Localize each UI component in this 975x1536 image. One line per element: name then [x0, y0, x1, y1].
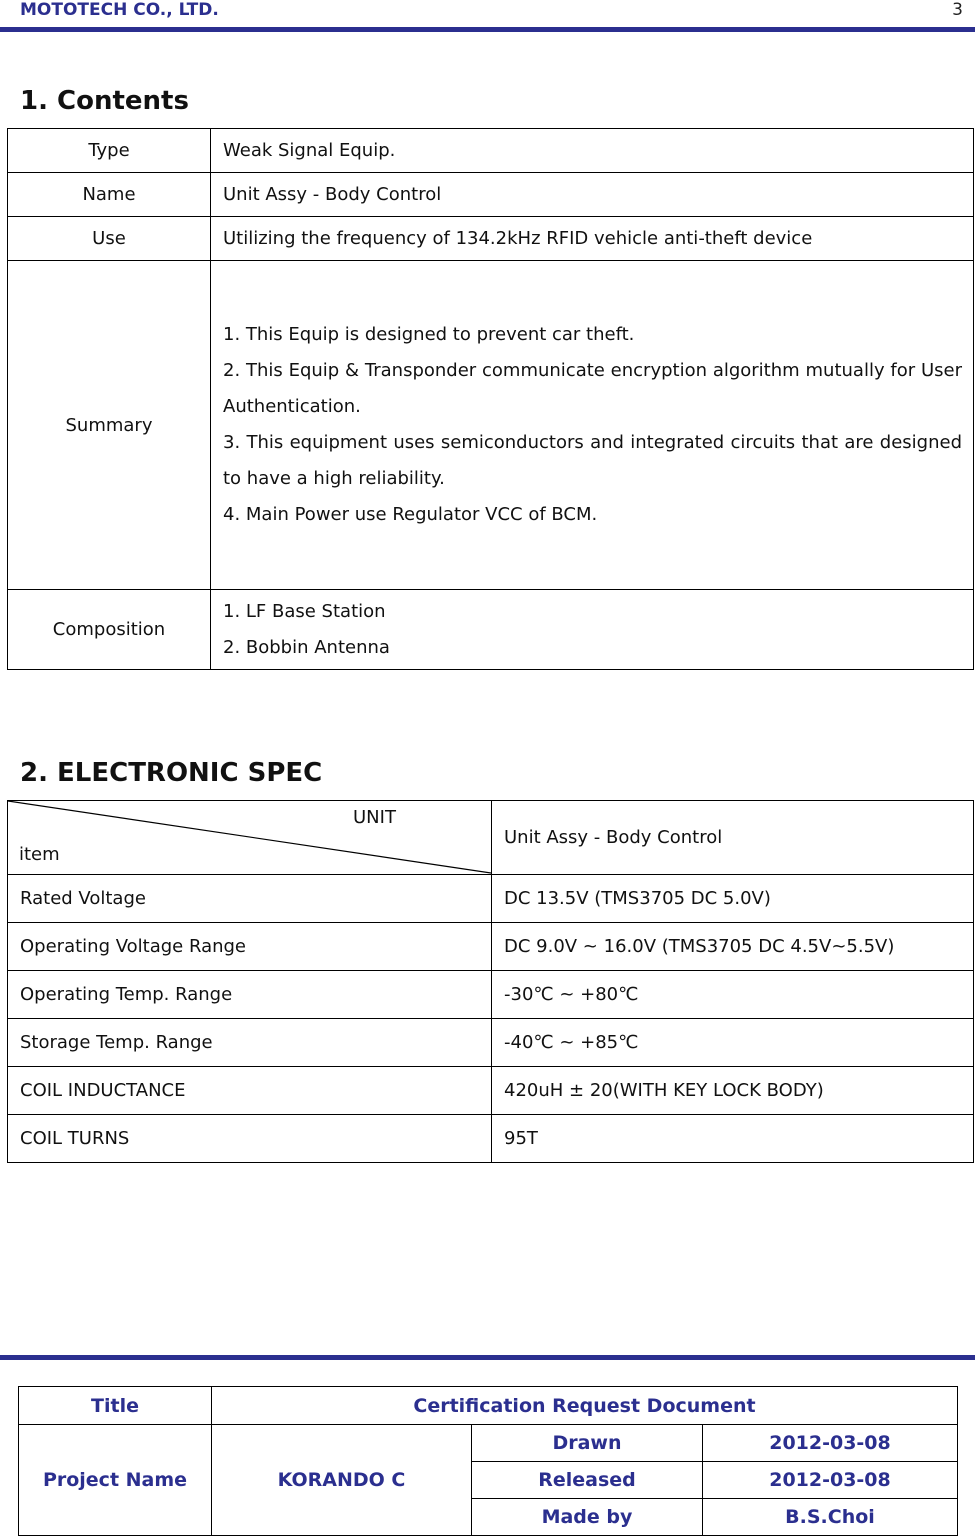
table-row: [8, 923, 974, 971]
section-title-contents: 1. Contents: [20, 86, 189, 116]
spec-value: DC 9.0V ~ 16.0V (TMS3705 DC 4.5V~5.5V): [492, 923, 974, 971]
row-value-name: Unit Assy - Body Control: [211, 173, 974, 217]
header-divider: [0, 27, 975, 32]
table-row: [8, 801, 974, 875]
table-row: [8, 1115, 974, 1163]
spec-item: Rated Voltage: [8, 875, 492, 923]
summary-line: 3. This equipment uses semiconductors and integrated circuits that are designed to have a high reliability.: [223, 432, 962, 489]
row-value-composition: [211, 590, 974, 670]
spec-value: DC 13.5V (TMS3705 DC 5.0V): [492, 875, 974, 923]
row-label-composition: Composition: [8, 590, 211, 670]
footer-released-label: Released: [472, 1462, 703, 1499]
summary-line: 2. This Equip & Transponder communicate encryption algorithm mutually for User Authentication.: [223, 360, 962, 417]
contents-table: [7, 128, 974, 670]
table-row: [8, 1067, 974, 1115]
footer-project-value: KORANDO C: [212, 1425, 472, 1536]
spec-item: COIL TURNS: [8, 1115, 492, 1163]
spec-value: 420uH ± 20(WITH KEY LOCK BODY): [492, 1067, 974, 1115]
footer-title-value: Certification Request Document: [212, 1387, 958, 1425]
row-value-summary: [211, 261, 974, 590]
page-number: 3: [952, 0, 963, 20]
summary-line: 1. This Equip is designed to prevent car theft.: [223, 324, 635, 345]
table-row: [19, 1425, 958, 1462]
table-row: [8, 129, 974, 173]
footer-project-label: Project Name: [19, 1425, 212, 1536]
composition-line: 1. LF Base Station: [223, 600, 386, 622]
row-value-type: Weak Signal Equip.: [211, 129, 974, 173]
table-row: [8, 173, 974, 217]
spec-value: -30℃ ~ +80℃: [492, 971, 974, 1019]
diagonal-header-cell: [8, 801, 492, 875]
table-row: [8, 875, 974, 923]
table-row: [8, 1019, 974, 1067]
table-row: [19, 1387, 958, 1425]
footer-drawn-label: Drawn: [472, 1425, 703, 1462]
row-label-name: Name: [8, 173, 211, 217]
row-value-use: Utilizing the frequency of 134.2kHz RFID vehicle anti-theft device: [211, 217, 974, 261]
header-value-label: Unit Assy - Body Control: [492, 801, 974, 875]
table-row: [8, 971, 974, 1019]
summary-line: 4. Main Power use Regulator VCC of BCM.: [223, 504, 598, 525]
table-row: [8, 590, 974, 670]
row-label-use: Use: [8, 217, 211, 261]
footer-title-label: Title: [19, 1387, 212, 1425]
header-item-label: item: [19, 844, 60, 865]
spec-item: Storage Temp. Range: [8, 1019, 492, 1067]
footer-madeby-value: B.S.Choi: [703, 1499, 958, 1536]
spec-item: Operating Temp. Range: [8, 971, 492, 1019]
table-row: [8, 217, 974, 261]
diagonal-line: [8, 801, 491, 875]
footer-released-value: 2012-03-08: [703, 1462, 958, 1499]
spec-value: 95T: [492, 1115, 974, 1163]
header-unit-label: UNIT: [353, 807, 396, 828]
spec-item: COIL INDUCTANCE: [8, 1067, 492, 1115]
row-label-summary: Summary: [8, 261, 211, 590]
spec-item: Operating Voltage Range: [8, 923, 492, 971]
row-label-type: Type: [8, 129, 211, 173]
spec-value: -40℃ ~ +85℃: [492, 1019, 974, 1067]
footer-table: [18, 1386, 958, 1536]
company-name: MOTOTECH CO., LTD.: [20, 0, 219, 20]
table-row: [8, 261, 974, 590]
section-title-electronic-spec: 2. ELECTRONIC SPEC: [20, 758, 323, 788]
footer-drawn-value: 2012-03-08: [703, 1425, 958, 1462]
composition-line: 2. Bobbin Antenna: [223, 636, 390, 658]
footer-divider: [0, 1355, 975, 1360]
spec-table: [7, 800, 974, 1163]
footer-madeby-label: Made by: [472, 1499, 703, 1536]
